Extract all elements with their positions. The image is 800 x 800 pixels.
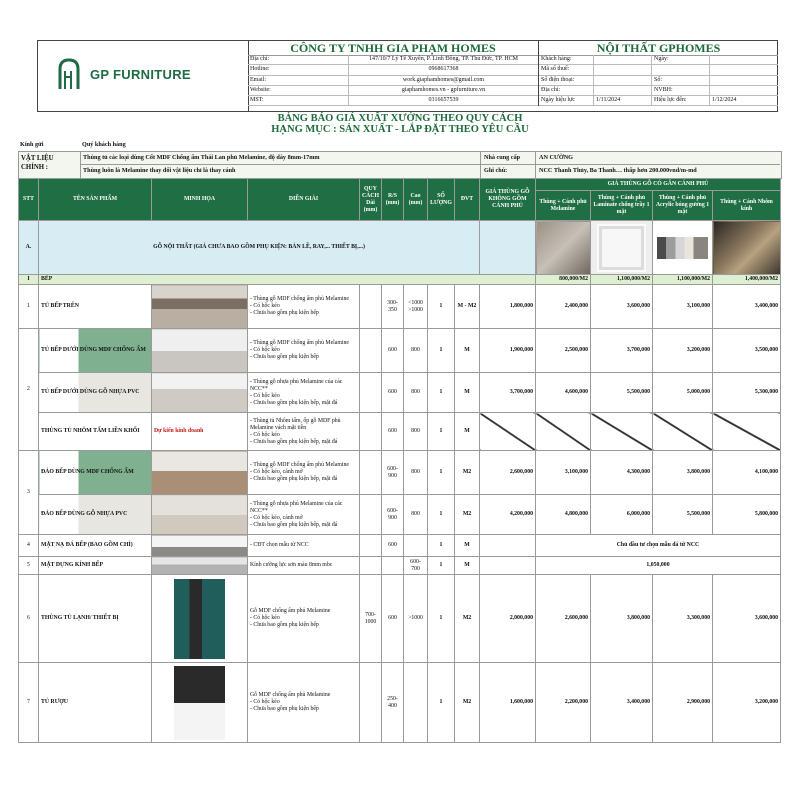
info-value — [710, 65, 778, 74]
info-value — [710, 76, 778, 85]
price-acrylic: 3,100,000 — [653, 285, 713, 329]
company-key: Hotline: — [248, 65, 349, 74]
price-acrylic: 5,500,000 — [653, 495, 713, 535]
price-aluminium: 3,500,000 — [713, 329, 781, 373]
stone-price-note: Chủ đầu tư chọn mẫu đá từ NCC — [536, 535, 781, 557]
company-value: 0316657539 — [428, 97, 459, 104]
info-value — [710, 86, 778, 95]
kinh-gui-label: Kính gửi — [20, 141, 44, 148]
note-value: NCC Thanh Thủy, Ba Thanh… thấp hơn 200.000vnd/m-md — [539, 167, 697, 174]
price-acrylic: 3,200,000 — [653, 329, 713, 373]
company-key: Địa chỉ: — [248, 55, 349, 64]
row-unit: M — [455, 557, 480, 575]
row-unit: M2 — [455, 495, 480, 535]
col-name: TÊN SẢN PHẨM — [39, 179, 152, 221]
table-row — [19, 557, 781, 575]
row-qty: 1 — [428, 329, 455, 373]
shop-title: NỘI THẤT GPHOMES — [538, 41, 778, 56]
section-1-label: BẾP — [39, 275, 536, 285]
row-desc: Gỗ MDF chống ẩm phủ Melamine - Có hộc kéo - Chưa bao gồm phụ kiện bếp — [248, 575, 360, 663]
upper-cabinet-image — [152, 285, 248, 329]
unit-price-melamine: 800,000/M2 — [536, 275, 591, 285]
price-no-door: 1,800,000 — [480, 285, 536, 329]
row-stt: 4 — [19, 535, 39, 557]
section-a-label: GỖ NỘI THẤT (GIÁ CHƯA BAO GỒM PHỤ KIỆN: BẢN LỀ, RAY,... THIẾT BỊ,...) — [39, 221, 480, 275]
supplier-label: Nhà cung cấp — [484, 154, 521, 161]
unit-price-acrylic: 1,100,000/M2 — [653, 275, 713, 285]
price-melamine: 2,400,000 — [536, 285, 591, 329]
row-length — [360, 451, 382, 495]
material-line-2: Thùng luôn là Melamine thay đổi vật liệu chỉ là thay cánh — [83, 167, 236, 174]
row-length — [360, 413, 382, 451]
note-label: Ghi chú: — [484, 167, 508, 174]
price-acrylic: 2,900,000 — [653, 663, 713, 743]
row-desc: - CĐT chọn mẫu từ NCC — [248, 535, 360, 557]
info-label: Khách hàng: — [539, 55, 594, 64]
price-aluminium: 4,100,000 — [713, 451, 781, 495]
info-label: Hiệu lực đến: — [652, 96, 710, 105]
price-table — [18, 178, 781, 743]
row-qty: 1 — [428, 373, 455, 413]
price-melamine: 4,600,000 — [536, 373, 591, 413]
unit-price-laminate: 1,100,000/M2 — [591, 275, 653, 285]
row-name: TỦ BẾP DƯỚI DÙNG GỖ NHỰA PVC — [39, 373, 152, 413]
row-name: TỦ BẾP TRÊN — [39, 285, 152, 329]
row-depth: 600 — [382, 373, 404, 413]
row-height: >1000 — [404, 575, 428, 663]
price-laminate: 6,000,000 — [591, 495, 653, 535]
row-name: THÙNG TỦ NHÔM TẤM LIỀN KHỐI — [39, 413, 152, 451]
swatch-laminate — [591, 221, 653, 275]
island-mdf-image — [152, 451, 248, 495]
info-label: Số: — [652, 76, 710, 85]
row-depth — [382, 557, 404, 575]
price-melamine: 3,100,000 — [536, 451, 591, 495]
price-no-door: 2,600,000 — [480, 451, 536, 495]
price-aluminium: 3,600,000 — [713, 575, 781, 663]
price-melamine: 2,600,000 — [536, 575, 591, 663]
col-height: Cao (mm) — [404, 179, 428, 221]
price-laminate: 3,600,000 — [591, 285, 653, 329]
row-qty: 1 — [428, 495, 455, 535]
row-qty: 1 — [428, 575, 455, 663]
price-no-door: 2,000,000 — [480, 575, 536, 663]
section-a-stt: A. — [19, 221, 39, 275]
table-row — [19, 373, 781, 413]
price-aluminium: 3,200,000 — [713, 663, 781, 743]
row-unit: M2 — [455, 575, 480, 663]
row-depth: 300-350 — [382, 285, 404, 329]
price-melamine: 2,200,000 — [536, 663, 591, 743]
row-stt: 1 — [19, 285, 39, 329]
row-name: MẶT DỰNG KÍNH BẾP — [39, 557, 152, 575]
row-desc: Kính cường lực sơn màu 8mm mbc — [248, 557, 360, 575]
company-key: Website: — [248, 86, 349, 95]
col-no-door: GIÁ THÙNG GỖ KHÔNG GỒM CÁNH PHỦ — [480, 179, 536, 221]
lower-cabinet-image — [152, 329, 248, 373]
row-stt: 6 — [19, 575, 39, 663]
row-qty: 1 — [428, 285, 455, 329]
row-desc: - Thùng gỗ nhựa phủ Melamine của các NCC** - Có hộc kéo, cánh mở - Chưa bao gồm phụ kiện bếp, mặt đá — [248, 495, 360, 535]
row-desc: - Thùng gỗ MDF chống ẩm phủ Melamine - Có hộc kéo, cánh mở - Chưa bao gồm phụ kiện bếp, mặt đá — [248, 451, 360, 495]
info-label: NVBH: — [652, 86, 710, 95]
row-depth: 600-900 — [382, 495, 404, 535]
material-line-1: Thùng tủ các loại dùng Cốt MDF Chống ẩm Thái Lan phủ Melamine, độ dày 8mm-17mm — [83, 154, 320, 161]
planned-note: Dự kiến kinh doanh — [152, 413, 248, 451]
price-aluminium: 3,400,000 — [713, 285, 781, 329]
row-unit: M — [455, 373, 480, 413]
quote-subtitle: HẠNG MỤC : SẢN XUẤT - LẮP ĐẶT THEO YÊU CẦU — [271, 124, 529, 135]
row-height: 800 — [404, 451, 428, 495]
wine-cabinet-image — [152, 663, 248, 743]
gp-logo-icon — [56, 57, 86, 91]
row-name: THÙNG TỦ LẠNH/ THIẾT BỊ — [39, 575, 152, 663]
row-desc: - Thùng gỗ nhựa phủ Melamine của các NCC** - Có hộc kéo - Chưa bao gồm phụ kiện bếp, mặt đá — [248, 373, 360, 413]
price-empty — [480, 413, 536, 451]
row-name: MẶT NẠ ĐÁ BẾP (BAO GỒM CHỈ) — [39, 535, 152, 557]
row-desc: - Thùng gỗ MDF chống ẩm phủ Melamine - Có hộc kéo - Chưa bao gồm phụ kiện bếp — [248, 329, 360, 373]
swatch-aluminium-glass — [713, 221, 781, 275]
pvc-cabinet-image — [152, 373, 248, 413]
price-no-door: 1,600,000 — [480, 663, 536, 743]
row-depth: 600-900 — [382, 451, 404, 495]
material-label: VẬT LIỆU CHÍNH : — [21, 155, 54, 171]
row-unit: M2 — [455, 663, 480, 743]
row-desc: - Thùng tủ Nhôm tấm, ốp gỗ MDF phủ Melamine vách mặt tiền - Có hộc kéo - Chưa bao gồm phụ kiện bếp, mặt đá — [248, 413, 360, 451]
row-height — [404, 535, 428, 557]
row-height: 800 — [404, 373, 428, 413]
row-depth: 600 — [382, 575, 404, 663]
swatch-melamine — [536, 221, 591, 275]
company-value: 0968617368 — [428, 66, 459, 73]
row-stt: 2 — [19, 329, 39, 451]
row-height: <1000 >1000 — [404, 285, 428, 329]
row-length — [360, 557, 382, 575]
col-stt: STT — [19, 179, 39, 221]
company-value: 147/10/7 Lý Tế Xuyên, P. Linh Đông, TP. Thủ Đức, TP. HCM — [369, 56, 518, 62]
company-value: giaphamhomes.vn - gpfurniture.vn — [401, 86, 486, 93]
fridge-cabinet-image — [152, 575, 248, 663]
price-no-door: 4,200,000 — [480, 495, 536, 535]
info-label: Ngày hiệu lực — [539, 96, 594, 105]
col-aluminium-glass: Thùng + Cánh Nhôm kính — [713, 191, 781, 221]
price-laminate: 4,300,000 — [591, 451, 653, 495]
price-empty — [653, 413, 713, 451]
row-height: 800 — [404, 495, 428, 535]
row-height: 800 — [404, 413, 428, 451]
row-height: 800 — [404, 329, 428, 373]
company-info — [248, 55, 538, 106]
price-laminate: 3,400,000 — [591, 663, 653, 743]
quote-title: BẢNG BÁO GIÁ XUẤT XƯỞNG THEO QUY CÁCH — [277, 113, 523, 124]
col-depth: R/S (mm) — [382, 179, 404, 221]
price-acrylic: 3,300,000 — [653, 575, 713, 663]
row-length — [360, 373, 382, 413]
table-row — [19, 535, 781, 557]
swatch-acrylic — [653, 221, 713, 275]
logo — [38, 41, 249, 111]
col-with-door: GIÁ THÙNG GỖ CÓ GẮN CÁNH PHỦ — [536, 179, 781, 191]
table-row — [19, 413, 781, 451]
row-length — [360, 285, 382, 329]
section-1-stt: I — [19, 275, 39, 285]
info-label: Mã số thuế: — [539, 65, 594, 74]
table-row — [19, 329, 781, 373]
info-label: Ngày: — [652, 55, 710, 64]
row-stt: 3 — [19, 451, 39, 535]
row-desc: - Thùng gỗ MDF chống ẩm phủ Melamine - Có hộc kéo - Chưa bao gồm phụ kiện bếp — [248, 285, 360, 329]
price-acrylic: 5,000,000 — [653, 373, 713, 413]
price-laminate: 3,800,000 — [591, 575, 653, 663]
price-aluminium: 5,300,000 — [713, 373, 781, 413]
table-row — [19, 495, 781, 535]
company-key: Email: — [248, 76, 349, 85]
col-laminate: Thùng + Cánh phủ Laminate chống trầy 1 mặt — [591, 191, 653, 221]
glass-backsplash-image — [152, 557, 248, 575]
price-empty — [536, 413, 591, 451]
price-laminate: 5,500,000 — [591, 373, 653, 413]
company-key: MST: — [248, 96, 349, 105]
info-label — [652, 65, 710, 74]
row-qty: 1 — [428, 663, 455, 743]
table-row — [19, 663, 781, 743]
header-block — [37, 40, 778, 112]
customer-greeting: Quý khách hàng — [82, 141, 126, 148]
row-qty: 1 — [428, 557, 455, 575]
row-length — [360, 663, 382, 743]
info-label: Địa chỉ: — [539, 86, 594, 95]
row-stt: 5 — [19, 557, 39, 575]
row-name: ĐẢO BẾP DÙNG GỖ NHỰA PVC — [39, 495, 152, 535]
price-empty — [591, 413, 653, 451]
row-qty: 1 — [428, 451, 455, 495]
row-name: TỦ RƯỢU — [39, 663, 152, 743]
row-unit: M — [455, 329, 480, 373]
island-pvc-image — [152, 495, 248, 535]
row-qty: 1 — [428, 535, 455, 557]
price-empty — [713, 413, 781, 451]
info-value — [710, 55, 778, 64]
company-title: CÔNG TY TNHH GIA PHẠM HOMES — [248, 41, 538, 56]
info-value: 1/12/2024 — [712, 97, 737, 104]
info-label: Số điện thoại: — [539, 76, 594, 85]
col-desc: DIỄN GIẢI — [248, 179, 360, 221]
table-row — [19, 285, 781, 329]
row-desc: Gỗ MDF chống ẩm phủ Melamine - Có hộc kéo - Chưa bao gồm phụ kiện bếp — [248, 663, 360, 743]
company-value: work.giaphamhomes@gmail.com — [402, 76, 485, 83]
row-length — [360, 535, 382, 557]
row-depth: 600 — [382, 329, 404, 373]
col-length: QUY CÁCH Dài (mm) — [360, 179, 382, 221]
stone-top-image — [152, 535, 248, 557]
row-name: TỦ BẾP DƯỚI DÙNG MDF CHỐNG ẨM — [39, 329, 152, 373]
glass-price: 1,050,000 — [536, 557, 781, 575]
row-height: 600-700 — [404, 557, 428, 575]
row-depth: 600 — [382, 413, 404, 451]
col-unit: ĐVT — [455, 179, 480, 221]
price-aluminium: 5,800,000 — [713, 495, 781, 535]
row-length — [360, 329, 382, 373]
row-qty: 1 — [428, 413, 455, 451]
col-acrylic: Thùng + Cánh phủ Acrylic bóng gương 1 mặt — [653, 191, 713, 221]
price-melamine: 4,800,000 — [536, 495, 591, 535]
row-unit: M — [455, 535, 480, 557]
row-stt: 7 — [19, 663, 39, 743]
info-value — [594, 65, 652, 74]
info-value: 1/11/2024 — [594, 96, 652, 105]
supplier-value: AN CƯỜNG — [539, 154, 573, 161]
info-value — [594, 76, 652, 85]
table-row — [19, 575, 781, 663]
row-length — [360, 495, 382, 535]
unit-price-aluminium: 1,400,000/M2 — [713, 275, 781, 285]
col-image: MINH HỌA — [152, 179, 248, 221]
price-laminate: 3,700,000 — [591, 329, 653, 373]
logo-text: GP FURNITURE — [90, 67, 191, 82]
row-unit: M - M2 — [455, 285, 480, 329]
price-acrylic: 3,800,000 — [653, 451, 713, 495]
row-name: ĐẢO BẾP DÙNG MDF CHỐNG ẨM — [39, 451, 152, 495]
price-no-door: 3,700,000 — [480, 373, 536, 413]
row-unit: M2 — [455, 451, 480, 495]
row-depth: 250-400 — [382, 663, 404, 743]
table-row — [19, 451, 781, 495]
row-height — [404, 663, 428, 743]
col-qty: SỐ LƯỢNG — [428, 179, 455, 221]
customer-info — [538, 55, 778, 106]
row-unit: M — [455, 413, 480, 451]
info-value — [594, 86, 652, 95]
col-melamine: Thùng + Cánh phủ Melamine — [536, 191, 591, 221]
row-depth: 600 — [382, 535, 404, 557]
price-melamine: 2,500,000 — [536, 329, 591, 373]
row-length: 700-1000 — [360, 575, 382, 663]
info-value — [594, 55, 652, 64]
price-no-door: 1,900,000 — [480, 329, 536, 373]
